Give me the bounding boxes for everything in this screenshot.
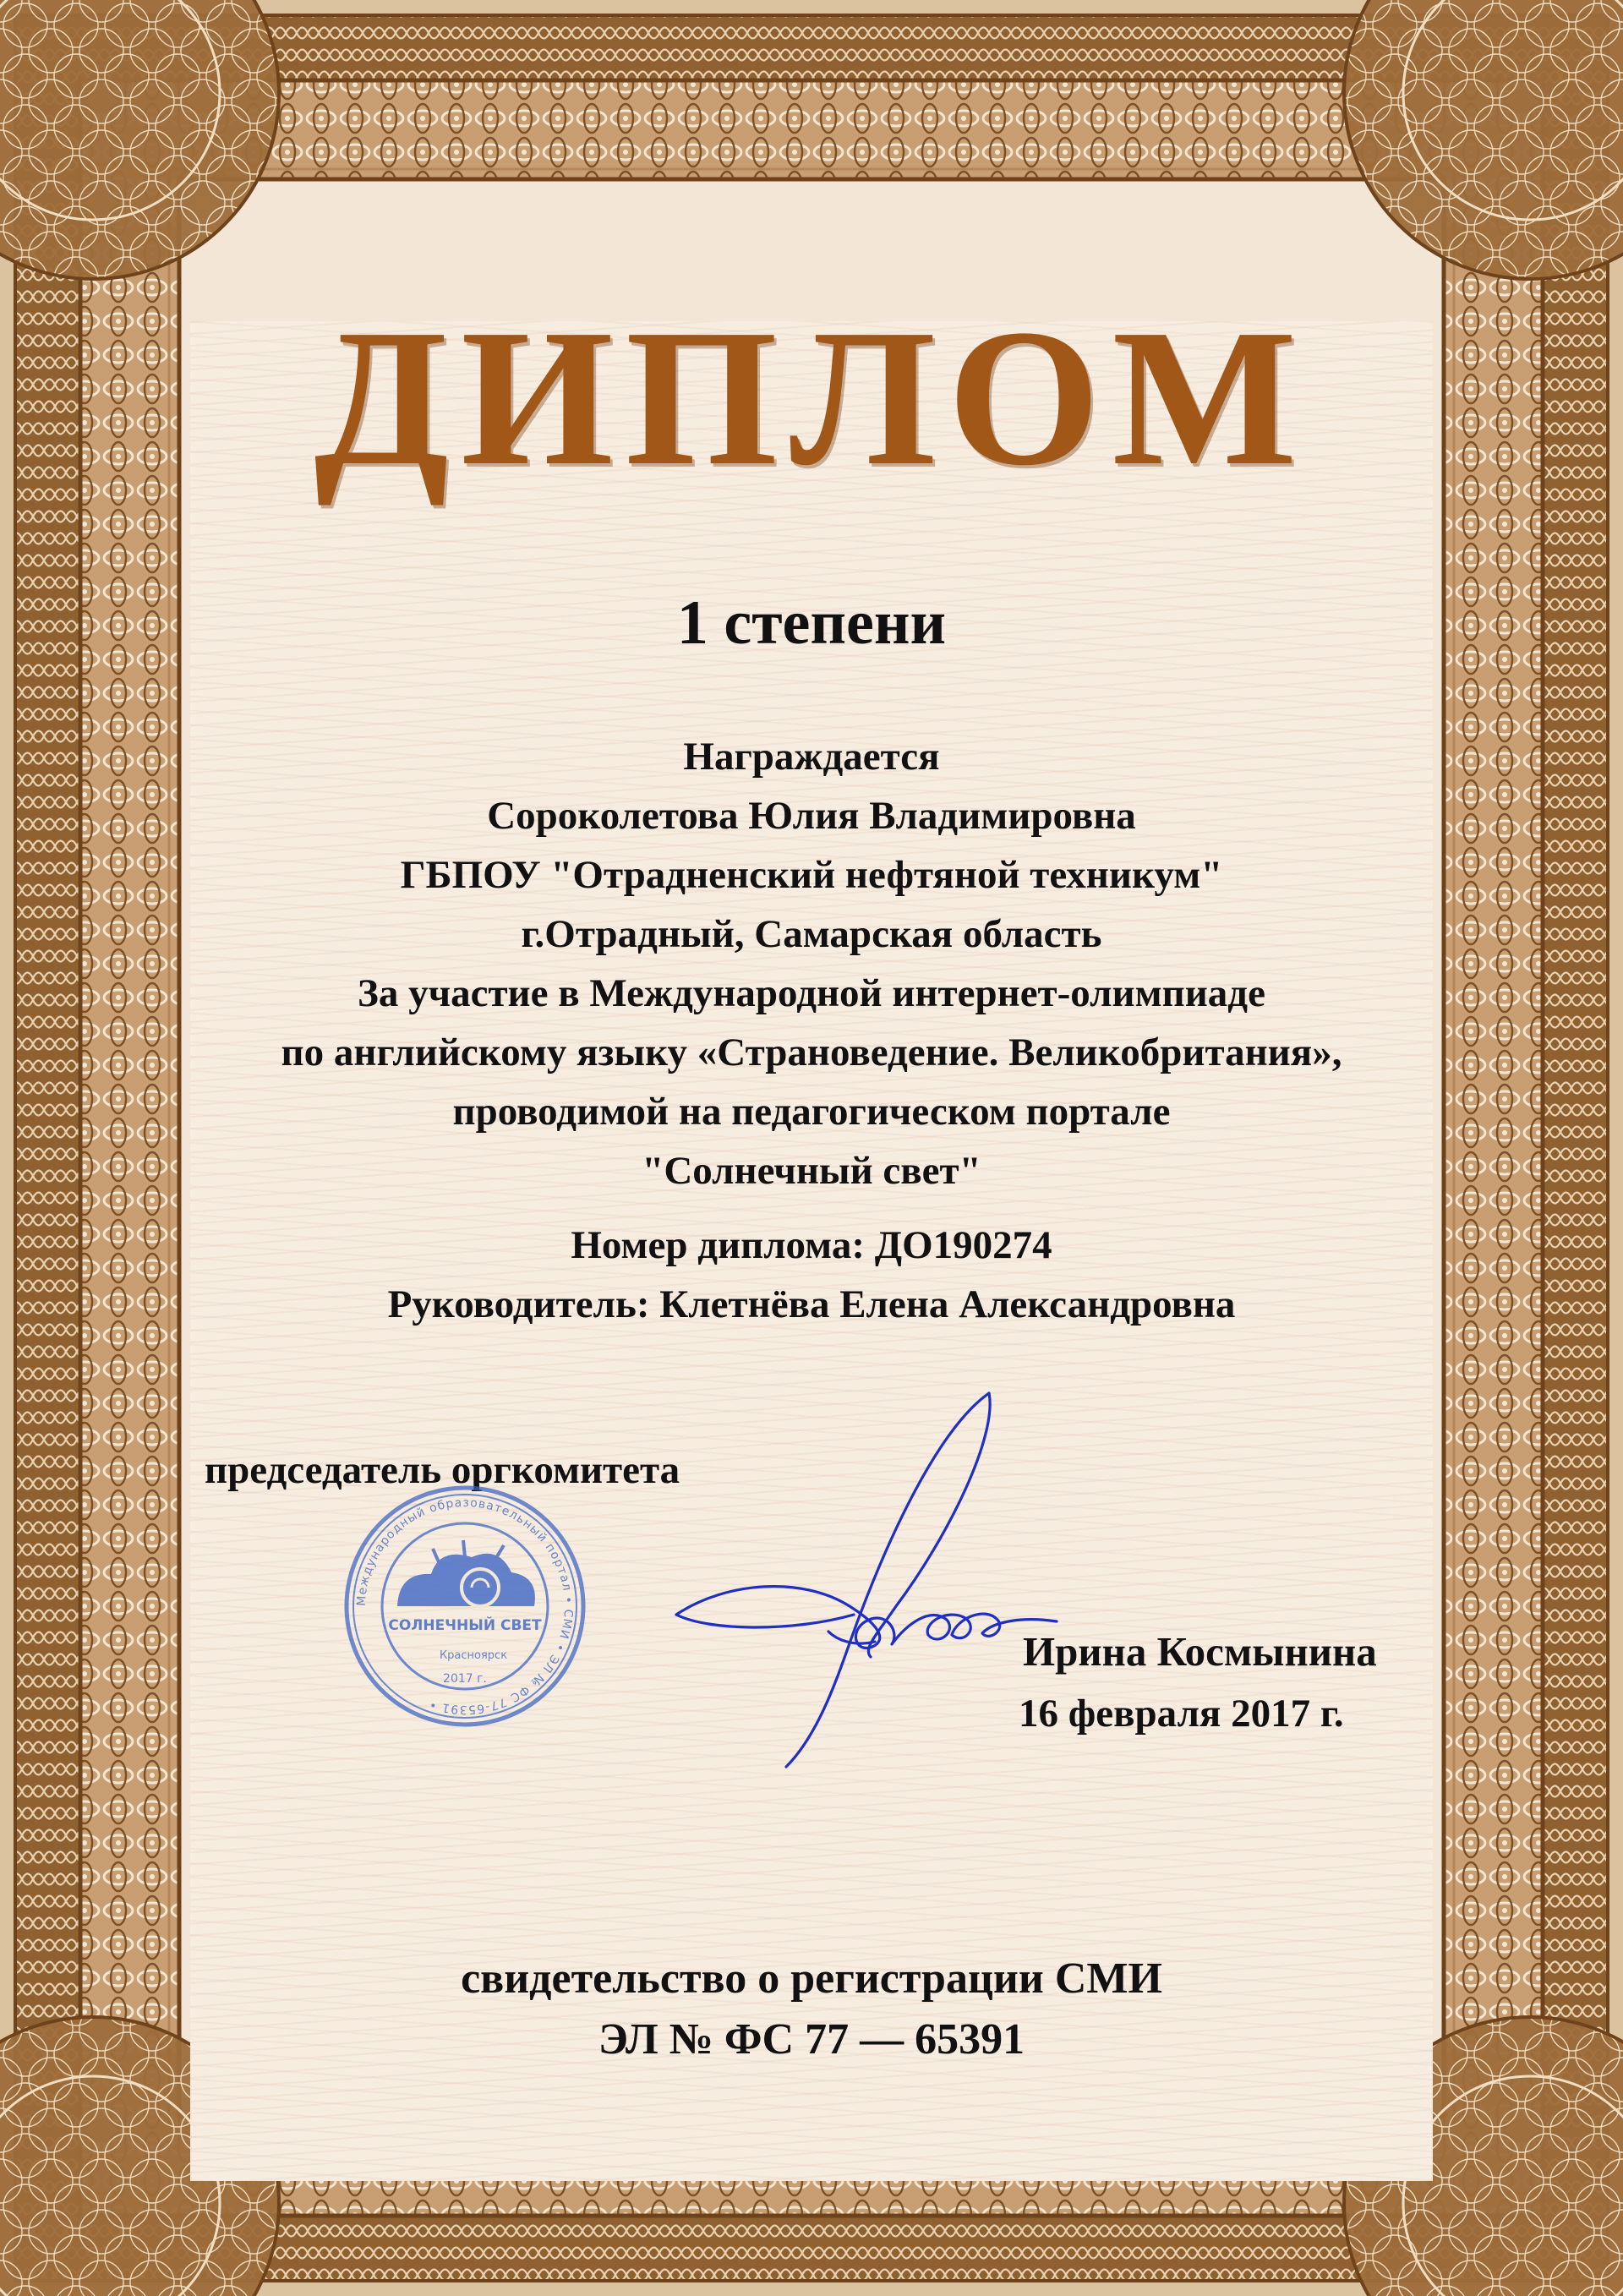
awarded-label: Награждается	[683, 735, 940, 779]
registration-block	[0, 1949, 1623, 2070]
location: г.Отрадный, Самарская область	[521, 912, 1102, 956]
stamp-brand: СОЛНЕЧНЫЙ СВЕТ	[388, 1617, 542, 1634]
recipient-name: Сороколетова Юлия Владимировна	[487, 794, 1136, 838]
stamp-year: 2017 г.	[443, 1672, 487, 1686]
supervisor: Руководитель: Клетнёва Елена Александровна	[387, 1282, 1236, 1326]
diploma-title: ДИПЛОМ	[314, 289, 1309, 506]
chair-role: председатель оргкомитета	[205, 1448, 680, 1492]
diploma-number: Номер диплома: ДО190274	[571, 1223, 1052, 1267]
portal-name: "Солнечный свет"	[642, 1149, 981, 1193]
reason-line-3: проводимой на педагогическом портале	[452, 1090, 1171, 1134]
organization-stamp	[338, 1479, 592, 1733]
award-text	[0, 727, 1623, 1334]
reason-line-2: по английскому языку «Страноведение. Великобритания»,	[281, 1030, 1342, 1074]
stamp-city: Красноярск	[439, 1649, 508, 1662]
institution: ГБПОУ "Отрадненский нефтяной техникум"	[400, 853, 1223, 897]
stamp-ring-text: Международный образовательный портал • СМИ • ЭЛ № ФС 77-65391 •	[354, 1495, 576, 1717]
signer-name: Ирина Космынина	[1023, 1628, 1377, 1675]
diploma-degree: 1 степени	[676, 588, 947, 658]
registration-line-2: ЭЛ № ФС 77 — 65391	[598, 2015, 1025, 2064]
registration-line-1: свидетельство о регистрации СМИ	[461, 1954, 1162, 2003]
issue-date: 16 февраля 2017 г.	[1019, 1692, 1344, 1736]
reason-line-1: За участие в Международной интернет-олимпиаде	[358, 971, 1265, 1015]
